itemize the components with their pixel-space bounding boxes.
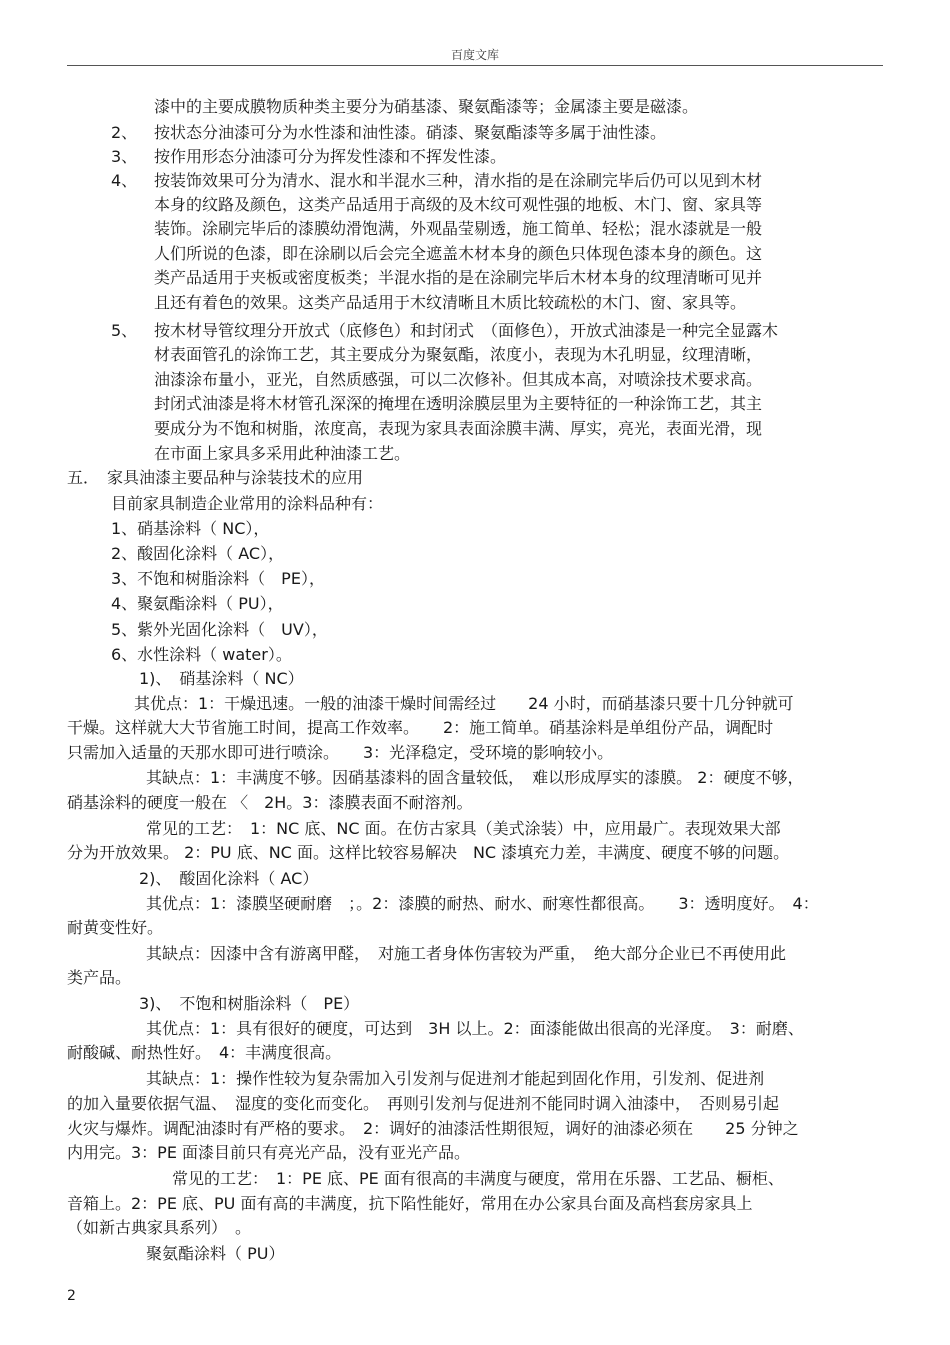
list-item: 4、聚氨酯涂料（ PU）， bbox=[111, 594, 284, 613]
list-item: 1、硝基涂料（ NC）， bbox=[111, 519, 270, 538]
text-line: 要成分为不饱和树脂，浓度高，表现为家具表面涂膜丰满、厚实，亮光，表面光滑，现 bbox=[154, 419, 763, 438]
subsection-heading: 聚氨酯涂料（ PU） bbox=[146, 1244, 285, 1263]
text-line: 且还有着色的效果。这类产品适用于木纹清晰且木质比较疏松的木门、窗、家具等。 bbox=[154, 293, 747, 312]
text-line: 其优点：1：具有很好的硬度，可达到 3H 以上。2：面漆能做出很高的光泽度。 3：耐磨、 bbox=[146, 1019, 804, 1038]
text-line: 材表面管孔的涂饰工艺，其主要成分为聚氨酯，浓度小，表现为木孔明显，纹理清晰， bbox=[154, 345, 763, 364]
text-line: 常见的工艺： 1：PE 底、PE 面有很高的丰满度与硬度，常用在乐器、工艺品、橱柜、 bbox=[172, 1169, 784, 1188]
list-number: 4、 bbox=[111, 171, 138, 190]
text-line: 分为开放效果。 2：PU 底、NC 面。这样比较容易解决 NC 漆填充力差，丰满度、硬度不够的问题。 bbox=[67, 843, 790, 862]
text-line: 其优点：1：干燥迅速。一般的油漆干燥时间需经过 24 小时，而硝基漆只要十几分钟就可 bbox=[134, 694, 794, 713]
list-number: 2、 bbox=[111, 123, 138, 142]
text-line: 音箱上。2：PE 底、PU 面有高的丰满度，抗下陷性能好，常用在办公家具台面及高档套房家具上 bbox=[67, 1194, 753, 1213]
list-number: 3、 bbox=[111, 147, 138, 166]
text-line: 类产品。 bbox=[67, 968, 132, 987]
page-number: 2 bbox=[67, 1288, 76, 1304]
text-line: 其缺点：1：丰满度不够。因硝基漆料的固含量较低， 难以形成厚实的漆膜。 2：硬度不够， bbox=[146, 768, 804, 787]
subsection-heading: 1)、 硝基涂料（ NC） bbox=[139, 669, 304, 688]
list-item-text: 按木材导管纹理分开放式（底修色）和封闭式 （面修色），开放式油漆是一种完全显露木 bbox=[154, 321, 779, 340]
page-header-site-title: 百度文库 bbox=[450, 48, 499, 62]
text-line: 其缺点：1：操作性较为复杂需加入引发剂与促进剂才能起到固化作用，引发剂、促进剂 bbox=[146, 1069, 765, 1088]
text-line: 的加入量要依据气温、 湿度的变化而变化。 再则引发剂与促进剂不能同时调入油漆中， 否则易引起 bbox=[67, 1094, 780, 1113]
header-divider bbox=[67, 65, 883, 66]
text-line: 耐酸碱、耐热性好。 4：丰满度很高。 bbox=[67, 1043, 342, 1062]
section-heading: 五． 家具油漆主要品种与涂装技术的应用 bbox=[67, 468, 364, 487]
text-line: 本身的纹路及颜色，这类产品适用于高级的及木纹可观性强的地板、木门、窗、家具等 bbox=[154, 195, 763, 214]
text-line: 油漆涂布量小，亚光，自然质感强，可以二次修补。但其成本高，对喷涂技术要求高。 bbox=[154, 370, 763, 389]
list-item: 6、水性涂料（ water）。 bbox=[111, 645, 292, 664]
text-line: 其缺点：因漆中含有游离甲醛， 对施工者身体伤害较为严重， 绝大部分企业已不再使用此 bbox=[146, 944, 787, 963]
text-line: 硝基涂料的硬度一般在 〈 2H。3：漆膜表面不耐溶剂。 bbox=[67, 793, 473, 812]
text-line: 漆中的主要成膜物质种类主要分为硝基漆、聚氨酯漆等；金属漆主要是磁漆。 bbox=[154, 97, 699, 116]
text-line: 干燥。这样就大大节省施工时间，提高工作效率。 2：施工简单。硝基涂料是单组份产品，调配时 bbox=[67, 718, 774, 737]
text-line: 目前家具制造企业常用的涂料品种有： bbox=[111, 494, 384, 513]
text-line: 常见的工艺： 1：NC 底、NC 面。在仿古家具（美式涂装）中，应用最广。表现效果大部 bbox=[146, 819, 781, 838]
list-item-text: 按作用形态分油漆可分为挥发性漆和不挥发性漆。 bbox=[154, 147, 507, 166]
list-item: 3、不饱和树脂涂料（ PE）， bbox=[111, 569, 325, 588]
list-item: 2、酸固化涂料（ AC）， bbox=[111, 544, 285, 563]
subsection-heading: 2)、 酸固化涂料（ AC） bbox=[139, 869, 319, 888]
text-line: 类产品适用于夹板或密度板类；半混水指的是在涂刷完毕后木材本身的纹理清晰可见并 bbox=[154, 268, 763, 287]
text-line: 火灾与爆炸。调配油漆时有严格的要求。 2：调好的油漆活性期很短，调好的油漆必须在 25 分钟之 bbox=[67, 1119, 799, 1138]
list-item: 5、紫外光固化涂料（ UV）， bbox=[111, 620, 328, 639]
subsection-heading: 3)、 不饱和树脂涂料（ PE） bbox=[139, 994, 360, 1013]
list-number: 5、 bbox=[111, 321, 138, 340]
text-line: 耐黄变性好。 bbox=[67, 918, 164, 937]
text-line: （如新古典家具系列） 。 bbox=[67, 1218, 252, 1237]
list-item-text: 按状态分油漆可分为水性漆和油性漆。硝漆、聚氨酯漆等多属于油性漆。 bbox=[154, 123, 667, 142]
text-line: 其优点：1：漆膜坚硬耐磨 ；。2：漆膜的耐热、耐水、耐寒性都很高。 3：透明度好。 4： bbox=[146, 894, 819, 913]
text-line: 在市面上家具多采用此种油漆工艺。 bbox=[154, 444, 411, 463]
list-item-text: 按装饰效果可分为清水、混水和半混水三种，清水指的是在涂刷完毕后仍可以见到木材 bbox=[154, 171, 763, 190]
text-line: 只需加入适量的天那水即可进行喷涂。 3：光泽稳定，受环境的影响较小。 bbox=[67, 743, 614, 762]
text-line: 封闭式油漆是将木材管孔深深的掩埋在透明涂膜层里为主要特征的一种涂饰工艺，其主 bbox=[154, 394, 763, 413]
text-line: 人们所说的色漆，即在涂刷以后会完全遮盖木材本身的颜色只体现色漆本身的颜色。这 bbox=[154, 244, 763, 263]
text-line: 内用完。3：PE 面漆目前只有亮光产品，没有亚光产品。 bbox=[67, 1143, 471, 1162]
text-line: 装饰。涂刷完毕后的漆膜幼滑饱满，外观晶莹剔透，施工简单、轻松；混水漆就是一般 bbox=[154, 219, 763, 238]
